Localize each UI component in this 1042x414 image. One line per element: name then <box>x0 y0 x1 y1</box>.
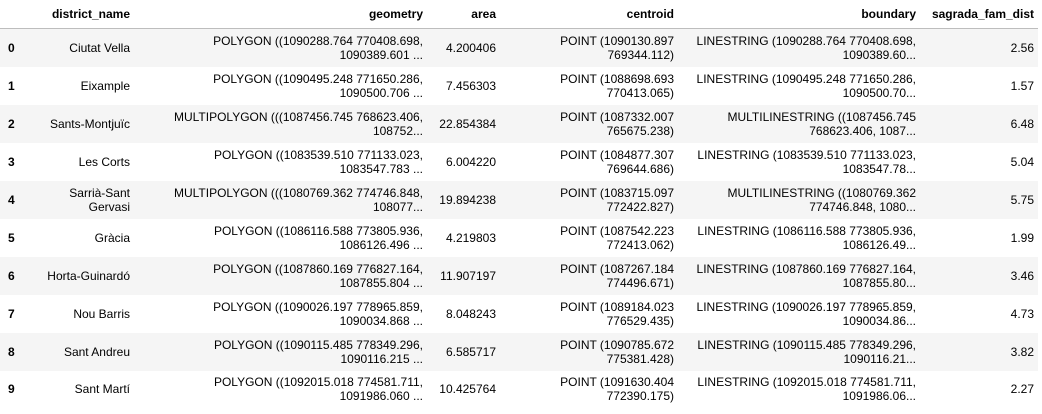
cell-line: 1090116.215 ... <box>340 351 423 366</box>
cell-line: 772422.827) <box>606 199 674 214</box>
cell-line: POINT (1087267.184 <box>560 261 674 276</box>
cell-geometry <box>134 219 427 257</box>
cell-line: Sant Andreu <box>63 344 130 359</box>
cell-boundary <box>678 29 920 67</box>
cell-line: 765675.238) <box>606 123 674 138</box>
row-index: 8 <box>8 344 15 359</box>
cell-district-name <box>26 219 134 257</box>
cell-line: 1087855.80... <box>842 275 916 290</box>
cell-boundary <box>678 257 920 295</box>
column-header-district-name: district_name <box>26 0 134 29</box>
cell-area: 6.004220 <box>445 154 496 169</box>
cell-line: 1086126.49... <box>842 237 916 252</box>
row-index: 6 <box>8 268 15 283</box>
cell-line: POLYGON ((1087860.169 776827.164, <box>213 261 423 276</box>
cell-sagrada-fam-dist: 2.27 <box>1010 382 1034 396</box>
cell-line: 769644.686) <box>606 161 674 176</box>
cell-geometry <box>134 371 427 408</box>
cell-sagrada-fam-dist: 1.99 <box>1010 230 1034 245</box>
cell-line: 772413.062) <box>606 237 674 252</box>
cell-sagrada-fam-dist: 2.56 <box>1010 40 1034 55</box>
cell-boundary <box>678 333 920 371</box>
cell-line: Les Corts <box>78 154 130 169</box>
cell-line: POLYGON ((1090115.485 778349.296, <box>213 337 423 352</box>
table-row <box>0 333 1038 371</box>
cell-boundary <box>678 295 920 333</box>
row-index: 4 <box>8 192 15 207</box>
cell-line: LINESTRING (1083539.510 771133.023, <box>697 147 916 162</box>
cell-geometry <box>134 67 427 105</box>
cell-line: Gervasi <box>88 199 130 214</box>
cell-line: POINT (1083715.097 <box>560 185 674 200</box>
cell-boundary <box>678 143 920 181</box>
cell-area: 8.048243 <box>445 306 496 321</box>
cell-district-name <box>26 181 134 219</box>
cell-line: 1090034.868 ... <box>339 313 423 328</box>
cell-line: 108752... <box>372 123 423 138</box>
cell-area: 6.585717 <box>445 344 496 359</box>
cell-area: 19.894238 <box>439 192 496 207</box>
cell-line: POLYGON ((1083539.510 771133.023, <box>213 147 423 162</box>
cell-line: POINT (1087332.007 <box>560 109 674 124</box>
cell-line: 108077... <box>372 199 423 214</box>
cell-line: 1090116.21... <box>843 351 916 366</box>
row-index: 0 <box>8 40 15 55</box>
cell-line: POINT (1090785.672 <box>560 337 674 352</box>
row-index: 5 <box>8 230 15 245</box>
cell-line: LINESTRING (1090115.485 778349.296, <box>697 337 916 352</box>
cell-sagrada-fam-dist: 3.82 <box>1010 344 1034 359</box>
cell-line: Eixample <box>80 78 130 93</box>
column-header-sagrada-fam-dist: sagrada_fam_dist <box>920 0 1038 29</box>
cell-line: POLYGON ((1086116.588 773805.936, <box>213 223 423 238</box>
cell-line: Sarrià-Sant <box>69 185 130 200</box>
cell-line: 1083547.783 ... <box>339 161 423 176</box>
cell-line: MULTIPOLYGON (((1087456.745 768623.406, <box>173 109 423 124</box>
cell-line: POLYGON ((1090495.248 771650.286, <box>213 71 423 86</box>
cell-line: 1083547.78... <box>842 161 916 176</box>
table-row <box>0 295 1038 333</box>
cell-centroid <box>500 29 678 67</box>
cell-sagrada-fam-dist: 6.48 <box>1010 116 1034 131</box>
table-row <box>0 67 1038 105</box>
cell-centroid <box>500 333 678 371</box>
cell-district-name <box>26 105 134 143</box>
cell-line: POLYGON ((1090026.197 778965.859, <box>213 299 423 314</box>
table-row <box>0 257 1038 295</box>
cell-sagrada-fam-dist: 1.57 <box>1010 78 1034 93</box>
cell-line: 1091986.060 ... <box>339 389 423 403</box>
cell-district-name <box>26 67 134 105</box>
cell-line: Sants-Montjuïc <box>49 116 130 131</box>
index-header <box>0 0 26 29</box>
cell-line: Horta-Guinardó <box>47 268 130 283</box>
cell-area: 10.425764 <box>439 382 496 396</box>
column-header-area: area <box>427 0 500 29</box>
table-row <box>0 29 1038 67</box>
cell-line: POINT (1088698.693 <box>560 71 674 86</box>
cell-area: 4.219803 <box>445 230 496 245</box>
cell-area: 7.456303 <box>445 78 496 93</box>
cell-boundary <box>678 371 920 408</box>
cell-line: Nou Barris <box>73 306 130 321</box>
cell-geometry <box>134 29 427 67</box>
column-header-centroid: centroid <box>500 0 678 29</box>
cell-line: 769344.112) <box>607 47 674 62</box>
cell-district-name <box>26 143 134 181</box>
cell-centroid <box>500 295 678 333</box>
cell-boundary <box>678 219 920 257</box>
cell-line: 774746.848, 1080... <box>809 199 916 214</box>
cell-line: Gràcia <box>94 230 130 245</box>
cell-line: 1087855.804 ... <box>339 275 423 290</box>
cell-line: 774496.671) <box>606 275 674 290</box>
table-row <box>0 219 1038 257</box>
cell-centroid <box>500 181 678 219</box>
cell-centroid <box>500 67 678 105</box>
cell-line: POINT (1089184.023 <box>560 299 674 314</box>
cell-line: 1090389.601 ... <box>339 47 423 62</box>
row-index: 9 <box>8 382 15 396</box>
table-row <box>0 371 1038 408</box>
cell-line: POINT (1084877.307 <box>560 147 674 162</box>
cell-line: 1090034.86... <box>842 313 916 328</box>
cell-area: 22.854384 <box>439 116 496 131</box>
cell-line: POLYGON ((1092015.018 774581.711, <box>213 375 423 389</box>
cell-line: Sant Martí <box>74 382 130 396</box>
cell-line: 776529.435) <box>606 313 674 328</box>
cell-line: POINT (1090130.897 <box>560 33 674 48</box>
cell-centroid <box>500 219 678 257</box>
cell-sagrada-fam-dist: 3.46 <box>1010 268 1034 283</box>
cell-line: MULTIPOLYGON (((1080769.362 774746.848, <box>173 185 423 200</box>
cell-centroid <box>500 257 678 295</box>
row-index: 3 <box>8 154 15 169</box>
header-row <box>0 0 1038 29</box>
cell-district-name <box>26 295 134 333</box>
cell-line: LINESTRING (1086116.588 773805.936, <box>697 223 916 238</box>
cell-district-name <box>26 29 134 67</box>
cell-geometry <box>134 295 427 333</box>
cell-sagrada-fam-dist: 5.75 <box>1010 192 1034 207</box>
row-index: 7 <box>8 306 15 321</box>
cell-geometry <box>134 333 427 371</box>
cell-area: 11.907197 <box>440 268 496 283</box>
cell-line: 1090389.60... <box>842 47 916 62</box>
cell-geometry <box>134 105 427 143</box>
table-row <box>0 181 1038 219</box>
cell-district-name <box>26 257 134 295</box>
cell-line: 1090500.70... <box>842 85 916 100</box>
cell-line: POLYGON ((1090288.764 770408.698, <box>213 33 423 48</box>
cell-centroid <box>500 143 678 181</box>
cell-line: 1086126.496 ... <box>339 237 423 252</box>
cell-line: POINT (1091630.404 <box>560 375 674 389</box>
table-row <box>0 143 1038 181</box>
cell-sagrada-fam-dist: 5.04 <box>1010 154 1034 169</box>
cell-sagrada-fam-dist: 4.73 <box>1010 306 1034 321</box>
cell-line: 770413.065) <box>606 85 674 100</box>
cell-line: Ciutat Vella <box>69 40 130 55</box>
cell-line: 1091986.06... <box>842 389 916 403</box>
cell-line: LINESTRING (1092015.018 774581.711, <box>697 375 916 389</box>
cell-centroid <box>500 371 678 408</box>
cell-line: MULTILINESTRING ((1087456.745 <box>727 109 916 124</box>
cell-area: 4.200406 <box>445 40 496 55</box>
cell-line: 768623.406, 1087... <box>809 123 916 138</box>
cell-line: LINESTRING (1090495.248 771650.286, <box>696 71 916 86</box>
cell-centroid <box>500 105 678 143</box>
table-row <box>0 105 1038 143</box>
column-header-boundary: boundary <box>678 0 920 29</box>
cell-boundary <box>678 181 920 219</box>
cell-geometry <box>134 181 427 219</box>
cell-line: LINESTRING (1087860.169 776827.164, <box>696 261 916 276</box>
cell-line: MULTILINESTRING ((1080769.362 <box>727 185 916 200</box>
cell-line: 772390.175) <box>606 389 674 403</box>
cell-line: 1090500.706 ... <box>339 85 423 100</box>
cell-line: LINESTRING (1090288.764 770408.698, <box>696 33 916 48</box>
column-header-geometry: geometry <box>134 0 427 29</box>
cell-geometry <box>134 143 427 181</box>
row-index: 1 <box>8 78 15 93</box>
cell-line: 775381.428) <box>606 351 674 366</box>
cell-district-name <box>26 371 134 408</box>
cell-boundary <box>678 105 920 143</box>
cell-line: POINT (1087542.223 <box>560 223 674 238</box>
row-index: 2 <box>8 116 15 131</box>
cell-line: LINESTRING (1090026.197 778965.859, <box>696 299 916 314</box>
cell-district-name <box>26 333 134 371</box>
cell-geometry <box>134 257 427 295</box>
cell-boundary <box>678 67 920 105</box>
